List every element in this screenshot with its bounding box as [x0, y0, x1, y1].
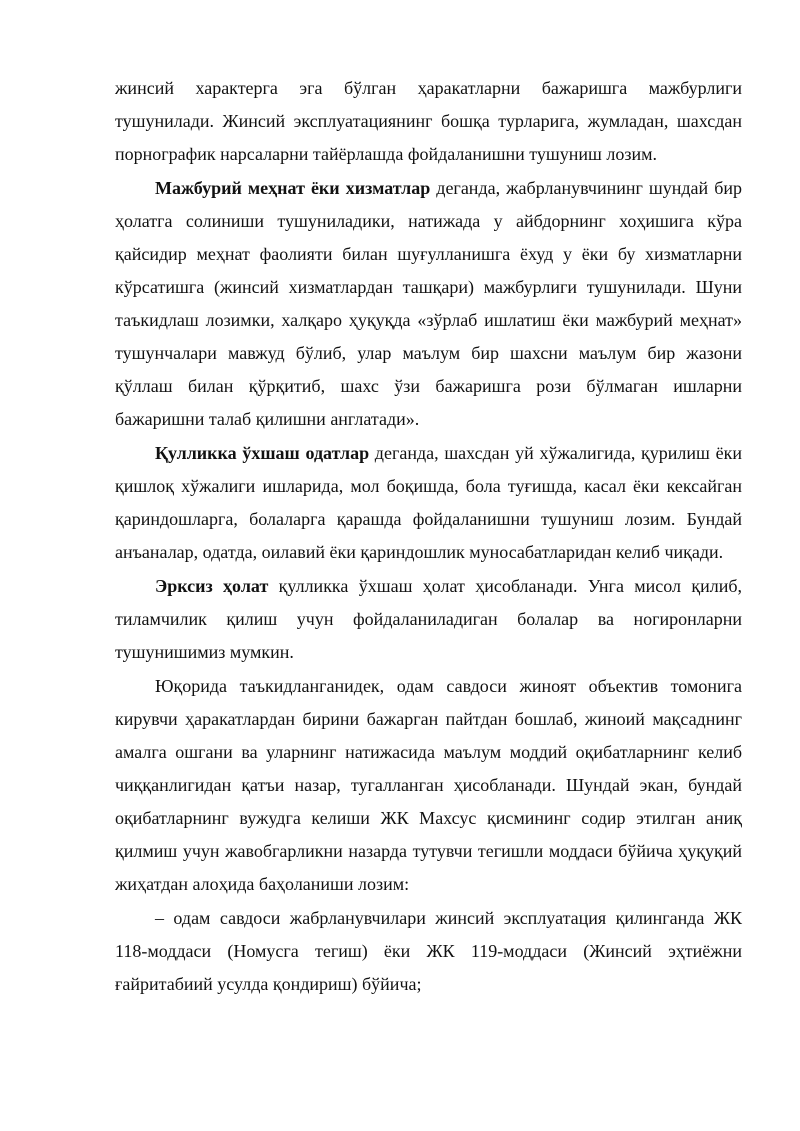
paragraph-list-item [115, 902, 742, 1001]
paragraph-text: Юқорида таъкидланганидек, одам савдоси жиноят объектив томонига кирувчи ҳаракатлардан бирини бажарган пайтдан бошлаб, жиноий мақсаднинг амалга ошгани ва уларнинг натижасида маълум моддий оқибатларнинг келиб чиққанлигидан қатъи назар, тугалланган ҳисобланади. Шундай экан, бундай оқибатларнинг вужудга келиши ЖК Махсус қисмининг содир этилган аниқ қилмиш учун жавобгарликни назарда тутувчи тегишли моддаси бўйича ҳуқуқий жиҳатдан алоҳида баҳоланиши лозим: [115, 676, 742, 894]
defined-term: Қулликка ўхшаш одатлар [155, 443, 370, 463]
paragraph-text: деганда, шахсдан уй хўжалигида, қурилиш ёки қишлоқ хўжалиги ишларида, мол боқишда, бола туғишда, касал ёки кексайган қариндошларга, болаларга қарашда фойдаланишни тушуниш лозим. Бундай анъаналар, одатда, оилавий ёки қариндошлик муносабатларидан келиб чиқади. [115, 443, 742, 562]
paragraph-text: деганда, жабрланувчининг шундай бир ҳолатга солиниши тушуниладики, натижада у айбдорнинг хоҳишига кўра қайсидир меҳнат фаолияти билан шуғулланишга ёхуд у ёки бу хизматларни кўрсатишга (жинсий хизматлардан ташқари) мажбурлиги тушунилади. Шуни таъкидлаш лозимки, халқаро ҳуқуқда «зўрлаб ишлатиш ёки мажбурий меҳнат» тушунчалари мавжуд бўлиб, улар маълум бир шахсни маълум бир жазони қўллаш билан қўрқитиб, шахс ўзи бажаришга рози бўлмаган ишларни бажаришни талаб қилишни англатади». [115, 178, 742, 429]
defined-term: Эрксиз ҳолат [155, 576, 269, 596]
paragraph-text: қулликка ўхшаш ҳолат ҳисобланади. Унга мисол қилиб, тиламчилик қилиш учун фойдаланиладиган болалар ва ногиронларни тушунишимиз мумкин. [115, 576, 742, 662]
paragraph-completion [115, 670, 742, 901]
paragraph-continuation [115, 72, 742, 171]
paragraph-text: жинсий характерга эга бўлган ҳаракатларни бажаришга мажбурлиги тушунилади. Жинсий эксплуатациянинг бошқа турларига, жумладан, шахсдан порнографик нарсаларни тайёрлашда фойдаланишни тушуниш лозим. [115, 78, 742, 164]
paragraph-slavery-like-customs [115, 437, 742, 569]
paragraph-text: – одам савдоси жабрланувчилари жинсий эксплуатация қилинганда ЖК 118-моддаси (Номусга тегиш) ёки ЖК 119-моддаси (Жинсий эҳтиёжни ғайритабиий усулда қондириш) бўйича; [115, 908, 742, 994]
paragraph-forced-labor [115, 172, 742, 436]
paragraph-servitude [115, 570, 742, 669]
document-page [115, 72, 742, 1002]
defined-term: Мажбурий меҳнат ёки хизматлар [155, 178, 431, 198]
